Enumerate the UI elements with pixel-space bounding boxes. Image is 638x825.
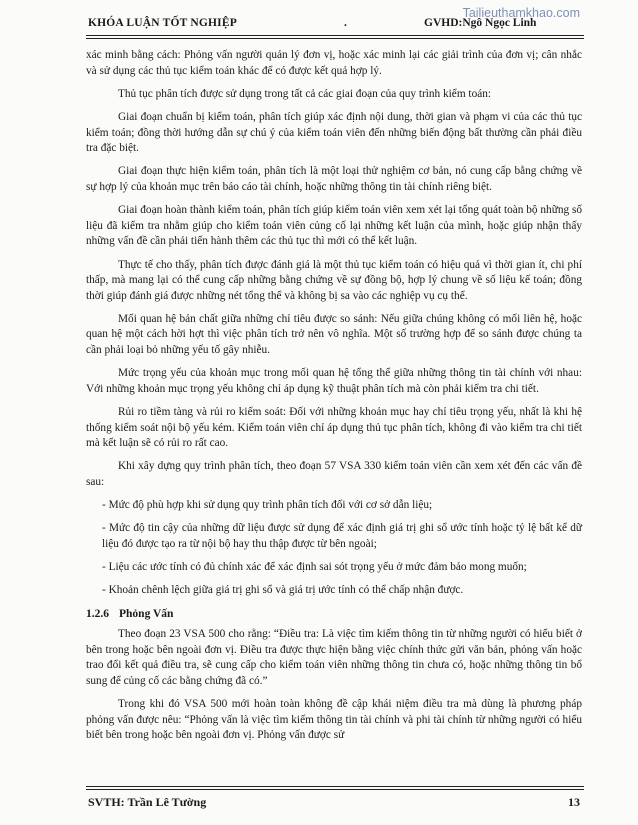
footer-student: SVTH: Trần Lê Tường [88, 795, 207, 809]
bullet-item: - Mức độ phù hợp khi sử dụng quy trình phân tích đối với cơ sở dẫn liệu; [102, 499, 433, 512]
section-number: 1.2.6 [86, 607, 109, 620]
page-header [86, 6, 582, 34]
bullet-item: - Mức độ tin cậy của những dữ liệu được sử dụng để xác định giá trị ghi sổ ước tính hoặc tỷ lệ bất kể dữ liệu đó được tạo ra từ nội bộ hay thu thập được từ bên ngoài; [102, 522, 582, 550]
body-text [86, 48, 582, 751]
header-thesis-label: KHÓA LUẬN TỐT NGHIỆP [88, 17, 237, 29]
section-heading [86, 607, 582, 623]
bullet-item: - Khoản chênh lệch giữa giá trị ghi sổ và giá trị ước tính có thể chấp nhận được. [102, 584, 464, 597]
paragraph: Mối quan hệ bản chất giữa những chỉ tiêu được so sánh: Nếu giữa chúng không có mối liên hệ, hoặc quan hệ một cách hời hợt thì việc phân tích trở nên vô nghĩa. Một số trường hợp để so sánh được chúng ta cần phải loại bỏ những yếu tố gây nhiễu. [86, 312, 582, 357]
header-dot: . [344, 17, 347, 29]
paragraph: Mức trọng yếu của khoản mục trong mối quan hệ tổng thể giữa những thông tin tài chính với nhau: Với những khoản mục trọng yếu không chỉ áp dụng kỹ thuật phân tích mà còn phải kiểm tra chi tiết. [86, 367, 582, 395]
paragraph: Giai đoạn hoàn thành kiểm toán, phân tích giúp kiểm toán viên xem xét lại tổng quát toàn bộ những số liệu đã kiểm tra nhằm giúp cho kiểm toán viên củng cố lại những kết luận của mình, hoặc giúp nhận thấy những vấn đề cần phải tiến hành thêm các thủ tục thì mới có thể kết luận. [86, 204, 582, 248]
paragraph: Giai đoạn thực hiện kiểm toán, phân tích là một loại thử nghiệm cơ bản, nó cung cấp bằng chứng về sự hợp lý của khoản mục trên báo cáo tài chính, hoặc những thông tin tài chính riêng biệt. [86, 165, 582, 193]
footer-rule [86, 789, 584, 790]
paragraph: Thủ tục phân tích được sử dụng trong tất cả các giai đoạn của quy trình kiểm toán: [118, 87, 492, 100]
footer-rule-thin [86, 786, 584, 787]
paragraph: Theo đoạn 23 VSA 500 cho rằng: “Điều tra: Là việc tìm kiếm thông tin từ những người có hiểu biết ở bên trong hoặc bên ngoài đơn vị. Điều tra được thực hiện bằng việc chính thức gửi văn bản, phỏng vấn hoặc trao đổi kết quả điều tra, sẽ cung cấp cho kiểm toán viên những thông tin chưa có, hoặc những thông tin bổ sung để củng cố các bằng chứng đã có.” [86, 628, 582, 687]
paragraph: Giai đoạn chuẩn bị kiểm toán, phân tích giúp xác định nội dung, thời gian và phạm vi của các thủ tục kiểm toán; đồng thời hướng dẫn sự chú ý của kiểm toán viên đến những biến động bất thường cần phải điều tra đặc biệt. [86, 110, 582, 155]
paragraph: xác minh bằng cách: Phỏng vấn người quản lý đơn vị, hoặc xác minh lại các giải trình của đơn vị; cân nhắc và sử dụng các thủ tục kiểm toán khác để có được kết quả hợp lý. [86, 49, 582, 77]
paragraph: Thực tế cho thấy, phân tích được đánh giá là một thủ tục kiểm toán có hiệu quả vì thời gian ít, chi phí thấp, mà mang lại có thể cung cấp những bằng chứng về sự đồng bộ, hợp lý chung về số liệu kế toán; đồng thời giúp đánh giá được những nét tổng thể và không bị sa vào các nghiệp vụ cụ thể. [86, 258, 582, 302]
bullet-item: - Liệu các ước tính có đủ chính xác để xác định sai sót trọng yếu ở mức đảm bảo mong muốn; [102, 561, 527, 574]
watermark: Tailieuthamkhao.com [462, 6, 580, 20]
page-number: 13 [568, 795, 580, 809]
section-title: Phỏng Vấn [119, 607, 174, 620]
header-rule [86, 35, 584, 36]
paragraph: Khi xây dựng quy trình phân tích, theo đoạn 57 VSA 330 kiểm toán viên cần xem xét đến các vấn đề sau: [86, 460, 582, 488]
header-rule-thin [86, 38, 584, 39]
paragraph: Trong khi đó VSA 500 mới hoàn toàn không đề cập khái niệm điều tra mà dùng là phương pháp phỏng vấn được nêu: “Phỏng vấn là việc tìm kiếm thông tin tài chính và phi tài chính từ những người có hiểu biết bên trong hoặc bên ngoài đơn vị. Phỏng vấn được sử [86, 698, 582, 742]
paragraph: Rủi ro tiềm tàng và rủi ro kiểm soát: Đối với những khoản mục hay chỉ tiêu trọng yếu, nhất là khi hệ thống kiểm soát nội bộ yếu kém. Kiểm toán viên chỉ áp dụng thủ tục phân tích, không đi vào kiểm tra chi tiết mà kết luận sẽ có rủi ro rất cao. [86, 406, 582, 450]
header-advisor: GVHD:Ngô Ngọc Linh [424, 17, 537, 29]
